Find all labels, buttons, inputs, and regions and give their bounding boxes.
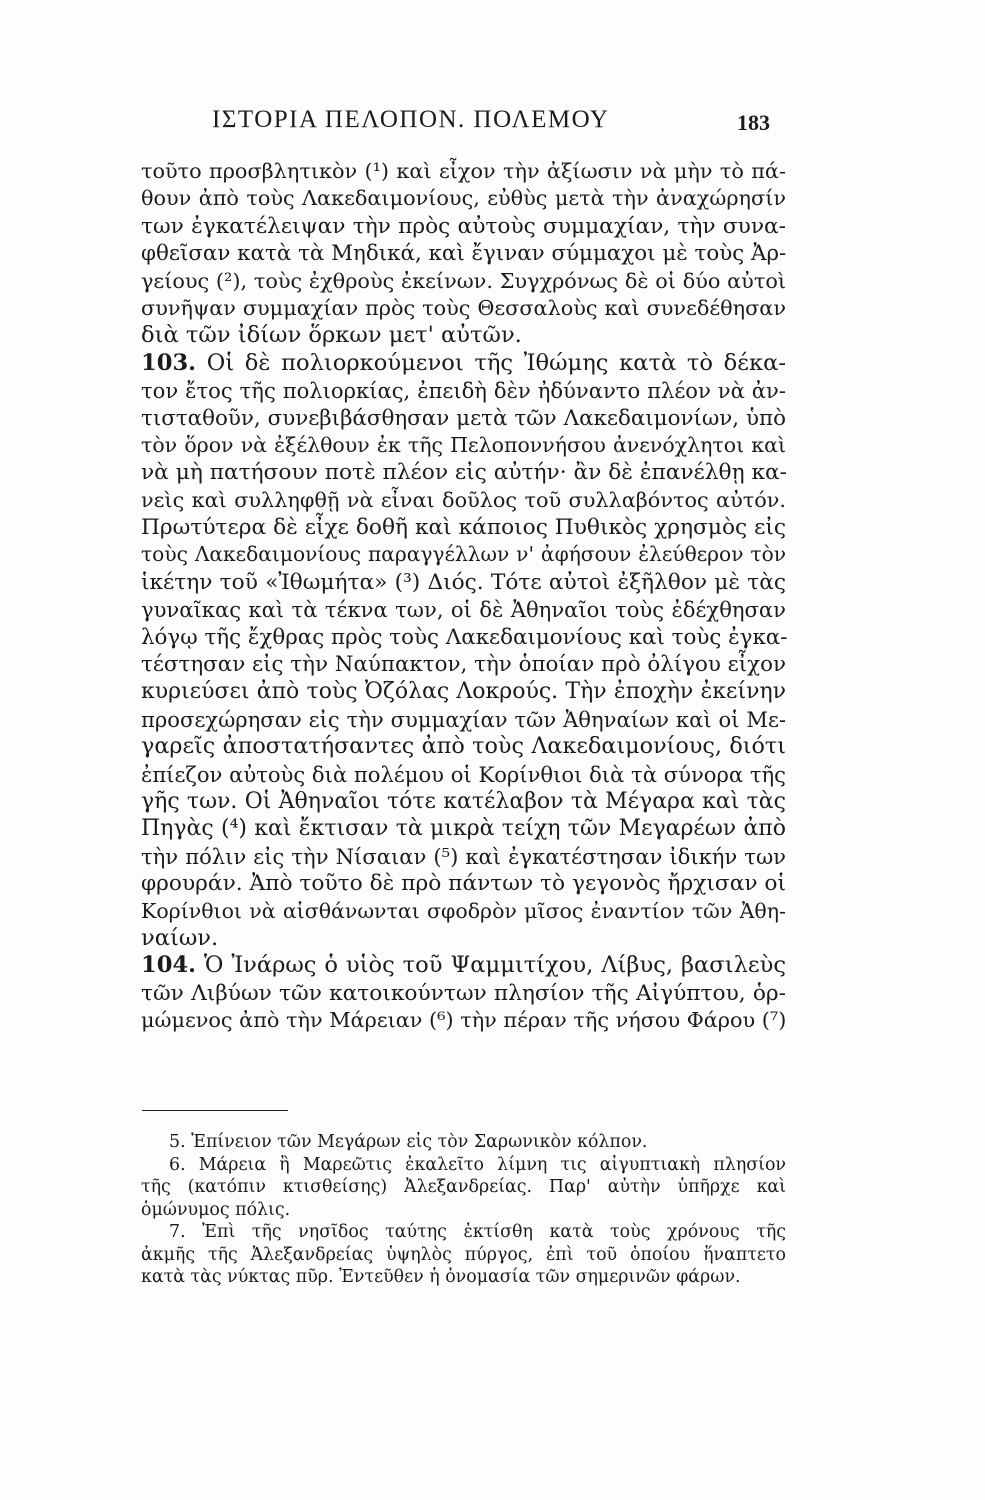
text-line: ἱκέτην τοῦ «Ἰθωμήτα» (³) Διός. Τότε αὐτοὶ ἐξῆλθον μὲ τὰς — [141, 569, 786, 595]
text-line: τισταθοῦν, συνεβιβάσθησαν μετὰ τῶν Λακεδαιμονίων, ὑπὸ — [141, 405, 786, 431]
footnote-7-line: κατὰ τὰς νύκτας πῦρ. Ἐντεῦθεν ἡ ὀνομασία τῶν σημερινῶν φάρων. — [141, 1267, 741, 1287]
text-line: των ἐγκατέλειψαν τὴν πρὸς αὐτοὺς συμμαχίαν, τὴν συνα- — [141, 213, 786, 239]
page-number: 183 — [737, 110, 770, 135]
footnote-5: 5. Ἐπίνειον τῶν Μεγάρων εἰς τὸν Σαρωνικὸν κόλπον. — [169, 1132, 648, 1152]
section-number-104: 104. — [141, 952, 197, 979]
text-line: τῶν Λιβύων τῶν κατοικούντων πλησίον τῆς Αἰγύπτου, ὁρ- — [141, 980, 786, 1006]
main-text — [141, 158, 786, 1035]
text-line: Πρωτύτερα δὲ εἶχε δοθῆ καὶ κάποιος Πυθικὸς χρησμὸς εἰς — [141, 515, 786, 541]
text-line: κυριεύσει ἀπὸ τοὺς Ὀζόλας Λοκρούς. Τὴν ἐποχὴν ἐκείνην — [141, 679, 786, 705]
text-line: μώμενος ἀπὸ τὴν Μάρειαν (⁶) τὴν πέραν τῆς νήσου Φάρου (⁷) — [141, 1008, 787, 1033]
text-line: λόγῳ τῆς ἔχθρας πρὸς τοὺς Λακεδαιμονίους καὶ τοὺς ἐγκα- — [141, 624, 788, 650]
footnote-7: 7. Ἐπὶ τῆς νησῖδος ταύτης ἐκτίσθη κατὰ τοὺς χρόνους τῆς — [169, 1222, 786, 1242]
section-number-103: 103. — [141, 349, 197, 376]
text-line: διὰ τῶν ἰδίων ὅρκων μετ' αὐτῶν. — [141, 322, 522, 349]
text-line: Πηγὰς (⁴) καὶ ἔκτισαν τὰ μικρὰ τείχη τῶν Μεγαρέων ἀπὸ — [141, 816, 786, 842]
text-line: γῆς των. Οἱ Ἀθηναῖοι τότε κατέλαβον τὰ Μέγαρα καὶ τὰς — [141, 788, 786, 814]
page-header — [0, 106, 985, 146]
section-103-opening: Οἱ δὲ πολιορκούμενοι τῆς Ἰθώμης κατὰ τὸ δέκα- — [206, 349, 786, 376]
text-line: φρουράν. Ἀπὸ τοῦτο δὲ πρὸ πάντων τὸ γεγονὸς ἤρχισαν οἱ — [141, 871, 786, 897]
text-line: νὰ μὴ πατήσουν ποτὲ πλέον εἰς αὐτήν· ἂν δὲ ἐπανέλθῃ κα- — [141, 460, 787, 486]
text-line: γείους (²), τοὺς ἐχθροὺς ἐκείνων. Συγχρόνως δὲ οἱ δύο αὐτοὶ — [141, 268, 786, 293]
text-line: θουν ἀπὸ τοὺς Λακεδαιμονίους, εὐθὺς μετὰ τὴν ἀναχώρησίν — [141, 186, 786, 211]
text-line: γαρεῖς ἀποστατήσαντες ἀπὸ τοὺς Λακεδαιμονίους, διότι — [141, 733, 786, 760]
text-line: προσεχώρησαν εἰς τὴν συμμαχίαν τῶν Ἀθηναίων καὶ οἱ Με- — [141, 706, 786, 732]
text-line: τοῦτο προσβλητικὸν (¹) καὶ εἶχον τὴν ἀξίωσιν νὰ μὴν τὸ πά- — [141, 159, 786, 183]
section-104-first-line — [141, 952, 786, 979]
footnotes — [141, 1131, 786, 1289]
text-line: γυναῖκας καὶ τὰ τέκνα των, οἱ δὲ Ἀθηναῖοι τοὺς ἐδέχθησαν — [141, 597, 786, 623]
running-title: ΙΣΤΟΡΙΑ ΠΕΛΟΠΟΝ. ΠΟΛΕΜΟΥ — [212, 106, 610, 133]
footnote-6-line: τῆς (κατόπιν κτισθείσης) Ἀλεξανδρείας. Παρ' αὐτὴν ὑπῆρχε καὶ — [141, 1177, 786, 1197]
section-104-opening: Ὁ Ἰνάρως ὁ υἱὸς τοῦ Ψαμμιτίχου, Λίβυς, βασιλεὺς — [203, 952, 786, 979]
footnote-divider — [142, 1110, 288, 1111]
footnote-7-line: ἀκμῆς τῆς Ἀλεξανδρείας ὑψηλὸς πύργος, ἐπὶ τοῦ ὁποίου ἥναπτετο — [141, 1244, 786, 1265]
text-line: νεὶς καὶ συλληφθῇ νὰ εἶναι δοῦλος τοῦ συλλαβόντος αὐτόν. — [141, 487, 786, 512]
text-line: τον ἔτος τῆς πολιορκίας, ἐπειδὴ δὲν ἠδύναντο πλέον νὰ ἀν- — [141, 378, 786, 404]
text-line: τοὺς Λακεδαιμονίους παραγγέλλων ν' ἀφήσουν ἐλεύθερον τὸν — [141, 542, 786, 567]
footnote-6: 6. Μάρεια ἢ Μαρεῶτις ἐκαλεῖτο λίμνη τις αἰγυπτιακὴ πλησίον — [169, 1154, 786, 1175]
section-103-first-line — [141, 350, 786, 377]
footnote-6-line: ὁμώνυμος πόλις. — [141, 1199, 291, 1220]
text-line: ἐπίεζον αὐτοὺς διὰ πολέμου οἱ Κορίνθιοι διὰ τὰ σύνορα τῆς — [141, 761, 786, 787]
text-line: συνῆψαν συμμαχίαν πρὸς τοὺς Θεσσαλοὺς καὶ συνεδέθησαν — [141, 295, 786, 320]
text-line: τὸν ὅρον νὰ ἐξέλθουν ἐκ τῆς Πελοποννήσου ἀνενόχλητοι καὶ — [141, 432, 786, 457]
text-line: ναίων. — [141, 924, 219, 951]
text-line: φθεῖσαν κατὰ τὰ Μηδικά, καὶ ἔγιναν σύμμαχοι μὲ τοὺς Ἀρ- — [141, 241, 787, 267]
text-line: Κορίνθιοι νὰ αἰσθάνωνται σφοδρὸν μῖσος ἐναντίον τῶν Ἀθη- — [141, 898, 786, 923]
text-line: τέστησαν εἰς τὴν Ναύπακτον, τὴν ὁποίαν πρὸ ὀλίγου εἶχον — [141, 652, 786, 678]
text-line: τὴν πόλιν εἰς τὴν Νίσαιαν (⁵) καὶ ἐγκατέστησαν ἰδικήν των — [141, 843, 786, 869]
